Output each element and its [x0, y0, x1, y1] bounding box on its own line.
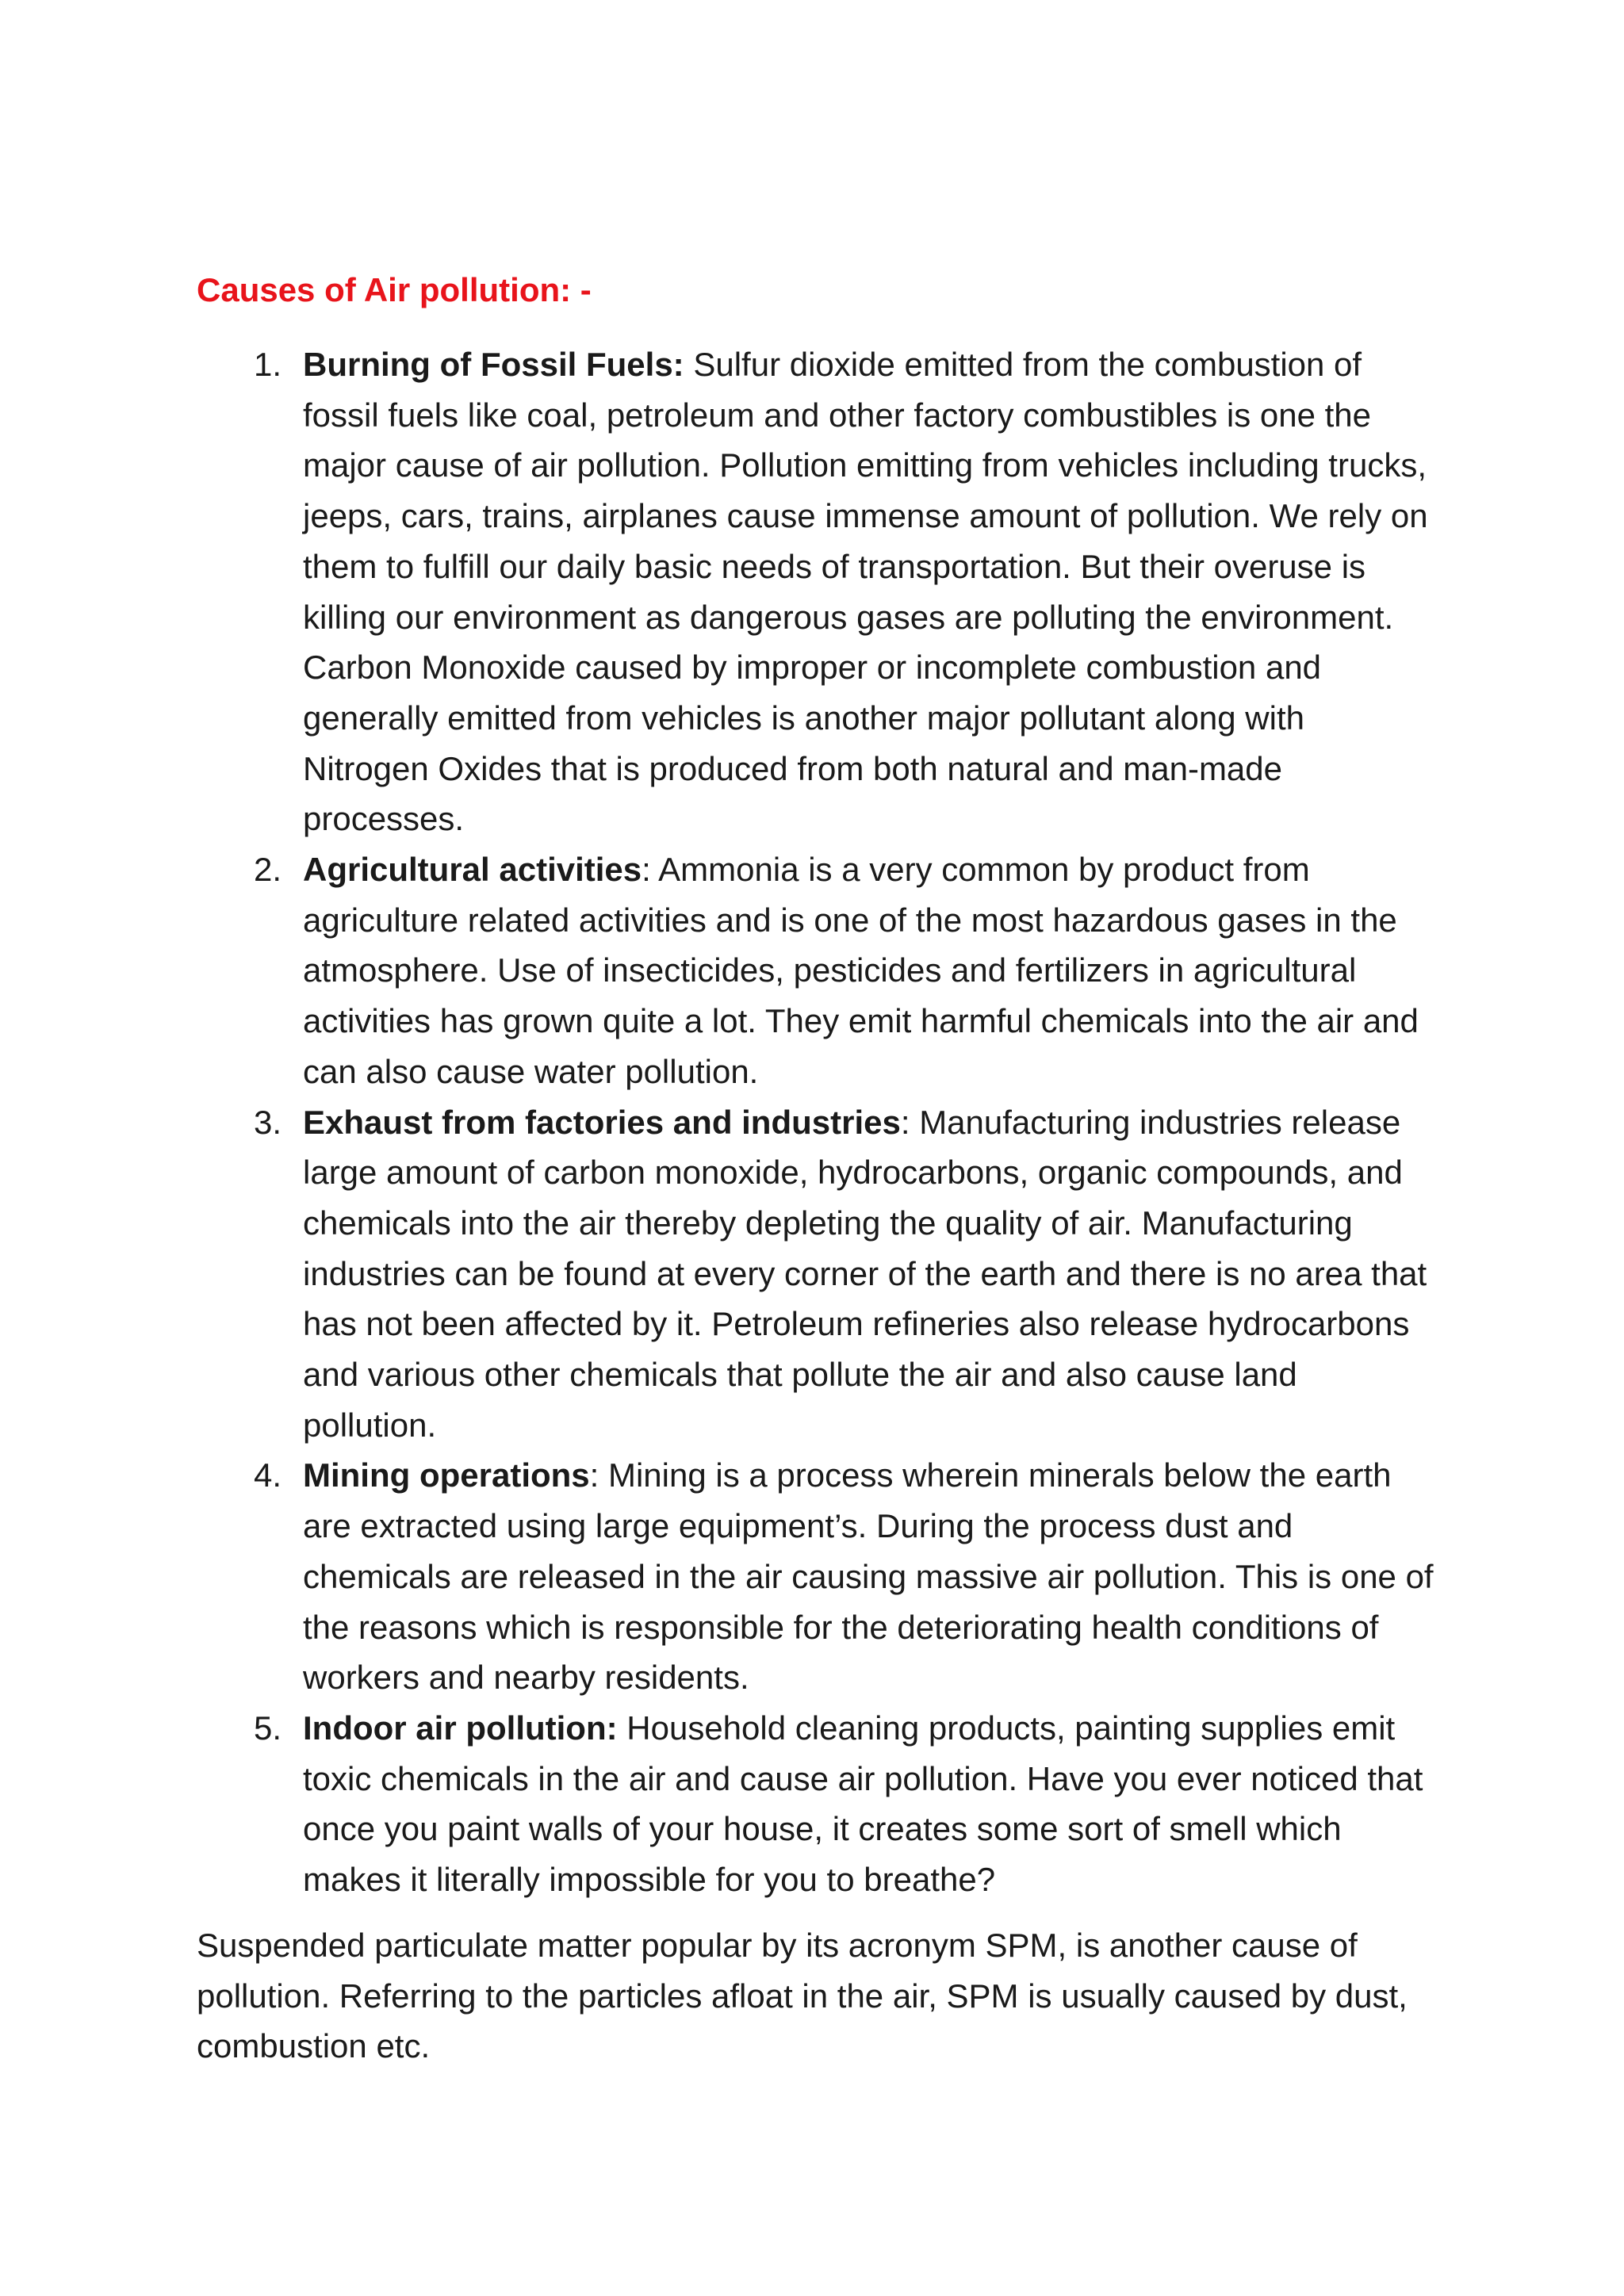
list-item-title: Mining operations [303, 1456, 590, 1494]
list-item-number: 2. [254, 851, 282, 889]
page-heading: Causes of Air pollution: - [197, 271, 592, 308]
list-item [197, 844, 1434, 1097]
list-item-text: : Manufacturing industries release large amount of carbon monoxide, hydrocarbons, organic compounds, and chemicals into the air thereby depleting the quality of air. Manufacturing industries can be found at every corner of the earth and there is no area that has not been affected by it. Petroleum refineries also release hydrocarbons and various other chemicals that pollute the air and also cause land pollution. [303, 1103, 1427, 1444]
list-item-text: : Mining is a process wherein minerals below the earth are extracted using large equipment’s. During the process dust and chemicals are released in the air causing massive air pollution. This is one of the reasons which is responsible for the deteriorating health conditions of workers and nearby residents. [303, 1456, 1434, 1697]
list-item-number: 5. [254, 1709, 282, 1747]
list-item [197, 1703, 1434, 1905]
list-item-title: Agricultural activities [303, 851, 642, 889]
list-item [197, 1097, 1434, 1451]
closing-paragraph: Suspended particulate matter popular by its acronym SPM, is another cause of pollution. Referring to the particles afloat in the air, SPM is usually caused by dust, combustion etc. [197, 1927, 1408, 2065]
list-item-text: : Ammonia is a very common by product from agriculture related activities and is one of the most hazardous gases in the atmosphere. Use of insecticides, pesticides and fertilizers in agricultural activities has grown quite a lot. They emit harmful chemicals into the air and can also cause water pollution. [303, 851, 1419, 1090]
list-item-number: 1. [254, 346, 282, 383]
list-item-number: 3. [254, 1103, 282, 1141]
list-item-text: Household cleaning products, painting supplies emit toxic chemicals in the air and cause air pollution. Have you ever noticed that once you paint walls of your house, it creates some sort of smell which makes it literally impossible for you to breathe? [303, 1709, 1423, 1899]
list-item [197, 1450, 1434, 1703]
list-item [197, 339, 1434, 844]
list-item-text: Sulfur dioxide emitted from the combustion of fossil fuels like coal, petroleum and other factory combustibles is one the major cause of air pollution. Pollution emitting from vehicles including trucks, jeeps, cars, trains, airplanes cause immense amount of pollution. We rely on them to fulfill our daily basic needs of transportation. But their overuse is killing our environment as dangerous gases are polluting the environment. Carbon Monoxide caused by improper or incomplete combustion and generally emitted from vehicles is another major pollutant along with Nitrogen Oxides that is produced from both natural and man-made processes. [303, 346, 1428, 838]
list-item-title: Exhaust from factories and industries [303, 1103, 901, 1141]
list-item-number: 4. [254, 1456, 282, 1494]
causes-list [197, 339, 1434, 1905]
list-item-title: Burning of Fossil Fuels: [303, 346, 684, 383]
list-item-title: Indoor air pollution: [303, 1709, 618, 1747]
